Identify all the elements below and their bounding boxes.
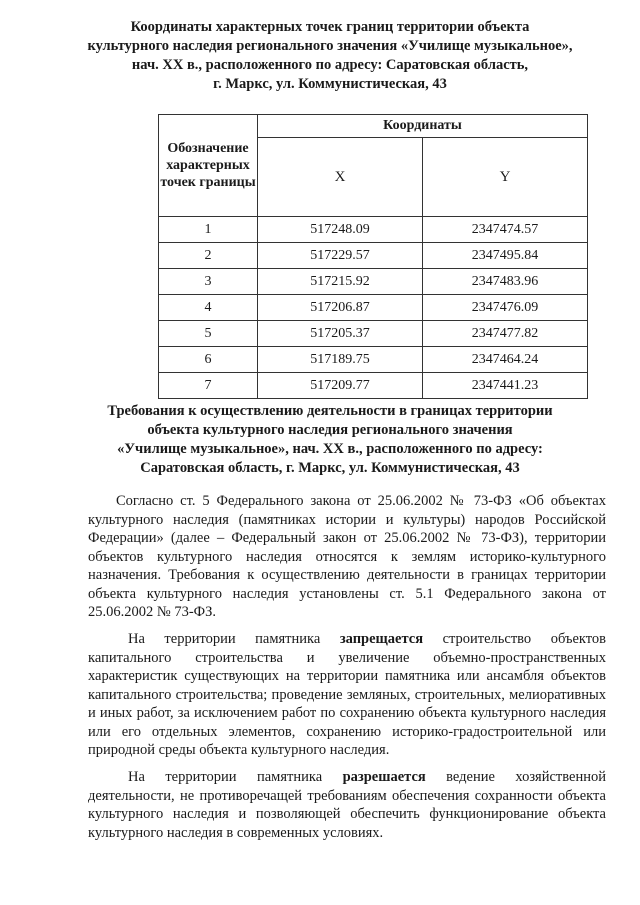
y-value: 2347477.82 [423, 321, 588, 347]
subtitle-line-2: объекта культурного наследия регионального значения [147, 422, 513, 438]
y-header: Y [423, 138, 588, 217]
x-value: 517215.92 [258, 269, 423, 295]
x-value: 517229.57 [258, 243, 423, 269]
point-number: 4 [159, 295, 258, 321]
y-value: 2347464.24 [423, 347, 588, 373]
point-number: 5 [159, 321, 258, 347]
document-title [60, 18, 600, 94]
paragraph-prohibited [88, 630, 606, 760]
subtitle-line-1: Требования к осуществлению деятельности в границах территории [107, 403, 553, 419]
title-line-4: г. Маркс, ул. Коммунистическая, 43 [213, 76, 447, 92]
y-value: 2347441.23 [423, 373, 588, 399]
title-line-1: Координаты характерных точек границ территории объекта [130, 19, 530, 35]
point-number: 3 [159, 269, 258, 295]
p3-lead: На территории памятника [128, 769, 343, 785]
prohibited-keyword: запрещается [339, 631, 424, 647]
point-label-header: Обозначение характерных точек границы [159, 115, 258, 217]
y-value: 2347483.96 [423, 269, 588, 295]
table-row [159, 373, 588, 399]
title-line-3: нач. XX в., расположенного по адресу: Саратовская область, [131, 57, 529, 73]
table-row [159, 321, 588, 347]
point-number: 1 [159, 217, 258, 243]
subtitle-line-3: «Училище музыкальное», нач. XX в., расположенного по адресу: [117, 441, 543, 457]
x-header: X [258, 138, 423, 217]
point-number: 7 [159, 373, 258, 399]
title-line-2: культурного наследия регионального значения «Училище музыкальное», [87, 38, 573, 54]
table-row [159, 243, 588, 269]
coordinates-table [158, 114, 588, 399]
requirements-heading [90, 402, 570, 478]
table-row [159, 347, 588, 373]
subtitle-line-4: Саратовская область, г. Маркс, ул. Коммунистическая, 43 [140, 460, 520, 476]
table-row [159, 295, 588, 321]
table-row [159, 269, 588, 295]
y-value: 2347474.57 [423, 217, 588, 243]
y-value: 2347476.09 [423, 295, 588, 321]
x-value: 517209.77 [258, 373, 423, 399]
y-value: 2347495.84 [423, 243, 588, 269]
point-number: 2 [159, 243, 258, 269]
coordinates-header: Координаты [258, 115, 588, 138]
x-value: 517189.75 [258, 347, 423, 373]
point-number: 6 [159, 347, 258, 373]
x-value: 517206.87 [258, 295, 423, 321]
table-row [159, 217, 588, 243]
permitted-keyword: разрешается [342, 769, 426, 785]
x-value: 517205.37 [258, 321, 423, 347]
p2-rest: строительство объектов капитального строительства и увеличение объемно-пространственных характеристик существующих на территории памятника или ансамбля объектов капитального строительства; проведение земляных, строительных, мелиоративных и иных работ, за исключением работ по сохранению объекта культурного наследия или его отдельных элементов, сохранению историко-градостроительной или природной среды объекта культурного наследия. [88, 631, 606, 758]
paragraph-legal-basis: Согласно ст. 5 Федерального закона от 25.06.2002 № 73-ФЗ «Об объектах культурного наследия (памятниках истории и культуры) народов Российской Федерации» (далее – Федеральный закон от 25.06.2002 № 73-ФЗ), территории объектов культурного наследия относятся к землям историко-культурного назначения. Требования к осуществлению деятельности в границах территории объекта культурного наследия установлены ст. 5.1 Федерального закона от 25.06.2002 № 73-ФЗ. [88, 493, 606, 620]
p3-rest: ведение хозяйственной деятельности, не противоречащей требованиям обеспечения сохранности объекта культурного наследия и позволяющей обеспечить функционирование объекта культурного наследия в современных условиях. [88, 769, 606, 841]
p2-lead: На территории памятника [128, 631, 340, 647]
paragraph-permitted [88, 768, 606, 842]
x-value: 517248.09 [258, 217, 423, 243]
